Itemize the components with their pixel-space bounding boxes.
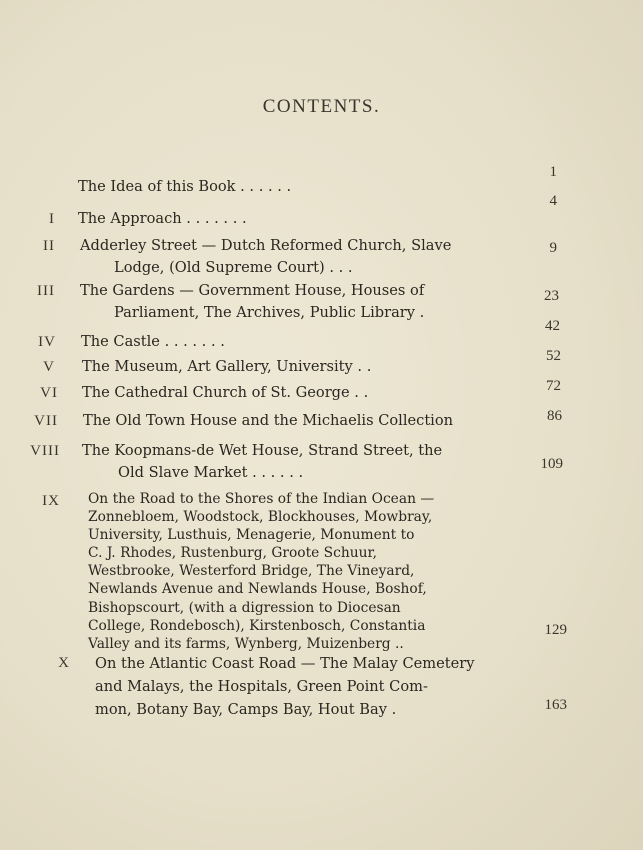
chapter-title-line: Zonnebloem, Woodstock, Blockhouses, Mowbray, [88,509,433,526]
chapter-title-line: mon, Botany Bay, Camps Bay, Hout Bay . [95,701,397,718]
chapter-title-line: The Koopmans-de Wet House, Strand Street, the [82,442,443,459]
chapter-title-line: Bishopscourt, (with a digression to Diocesan [88,599,401,616]
chapter-title-line: Old Slave Market . . . . . . [118,464,304,481]
chapter-title [78,176,291,198]
chapter-title [95,652,474,721]
chapter-title-line: The Gardens — Government House, Houses of [80,282,425,299]
chapter-title [78,208,247,230]
chapter-title-line: Westbrooke, Westerford Bridge, The Vineyard, [88,563,415,580]
chapter-title [88,490,434,653]
chapter-title-line: College, Rondebosch), Kirstenbosch, Constantia [88,617,426,634]
page-number: 86 [547,408,562,424]
page-number: 52 [546,348,561,364]
page-number: 72 [546,378,561,394]
chapter-numeral: IV [38,334,56,350]
chapter-numeral: X [58,655,70,671]
chapter-title-line: Adderley Street — Dutch Reformed Church, Slave [80,237,452,254]
chapter-title-line: Valley and its farms, Wynberg, Muizenberg .. [88,635,404,652]
chapter-title [81,331,225,353]
page-number: 163 [544,697,567,713]
chapter-title-line: On the Atlantic Coast Road — The Malay Cemetery [95,655,475,672]
chapter-title-line: and Malays, the Hospitals, Green Point Com- [95,678,428,695]
chapter-title [83,410,453,432]
page-number: 109 [540,456,563,472]
chapter-numeral: VIII [30,443,60,459]
page-number: 9 [549,240,557,256]
chapter-title-line: The Castle . . . . . . . [81,333,225,350]
page-number: 129 [544,622,567,638]
chapter-title [80,235,451,279]
page-number: 42 [545,318,560,334]
page-number: 4 [549,193,557,209]
chapter-numeral: VI [40,385,58,401]
page-number: 1 [549,164,557,180]
chapter-numeral: III [37,283,55,299]
chapter-numeral: VII [34,413,58,429]
chapter-title-line: The Cathedral Church of St. George . . [82,384,369,401]
chapter-title [82,382,368,404]
chapter-title [80,280,424,324]
chapter-title-line: The Museum, Art Gallery, University . . [82,358,372,375]
chapter-title-line: C. J. Rhodes, Rustenburg, Groote Schuur, [88,545,377,562]
page-number: 23 [544,288,559,304]
page-title: CONTENTS. [262,96,381,117]
chapter-title-line: Newlands Avenue and Newlands House, Boshof, [88,581,427,598]
chapter-title-line: On the Road to the Shores of the Indian Ocean — [88,491,435,507]
chapter-numeral: IX [42,493,60,509]
chapter-title-line: The Old Town House and the Michaelis Collection [83,412,454,429]
chapter-title-line: Lodge, (Old Supreme Court) . . . [114,259,353,276]
chapter-title [82,356,371,378]
chapter-numeral: II [43,238,55,254]
chapter-title-line: Parliament, The Archives, Public Library . [114,304,425,321]
chapter-title [82,440,442,484]
chapter-numeral: V [43,359,55,375]
chapter-title-line: The Approach . . . . . . . [78,210,247,227]
chapter-numeral: I [49,211,55,227]
chapter-title-line: The Idea of this Book . . . . . . [78,178,292,195]
chapter-title-line: University, Lusthuis, Menagerie, Monument to [88,527,415,544]
